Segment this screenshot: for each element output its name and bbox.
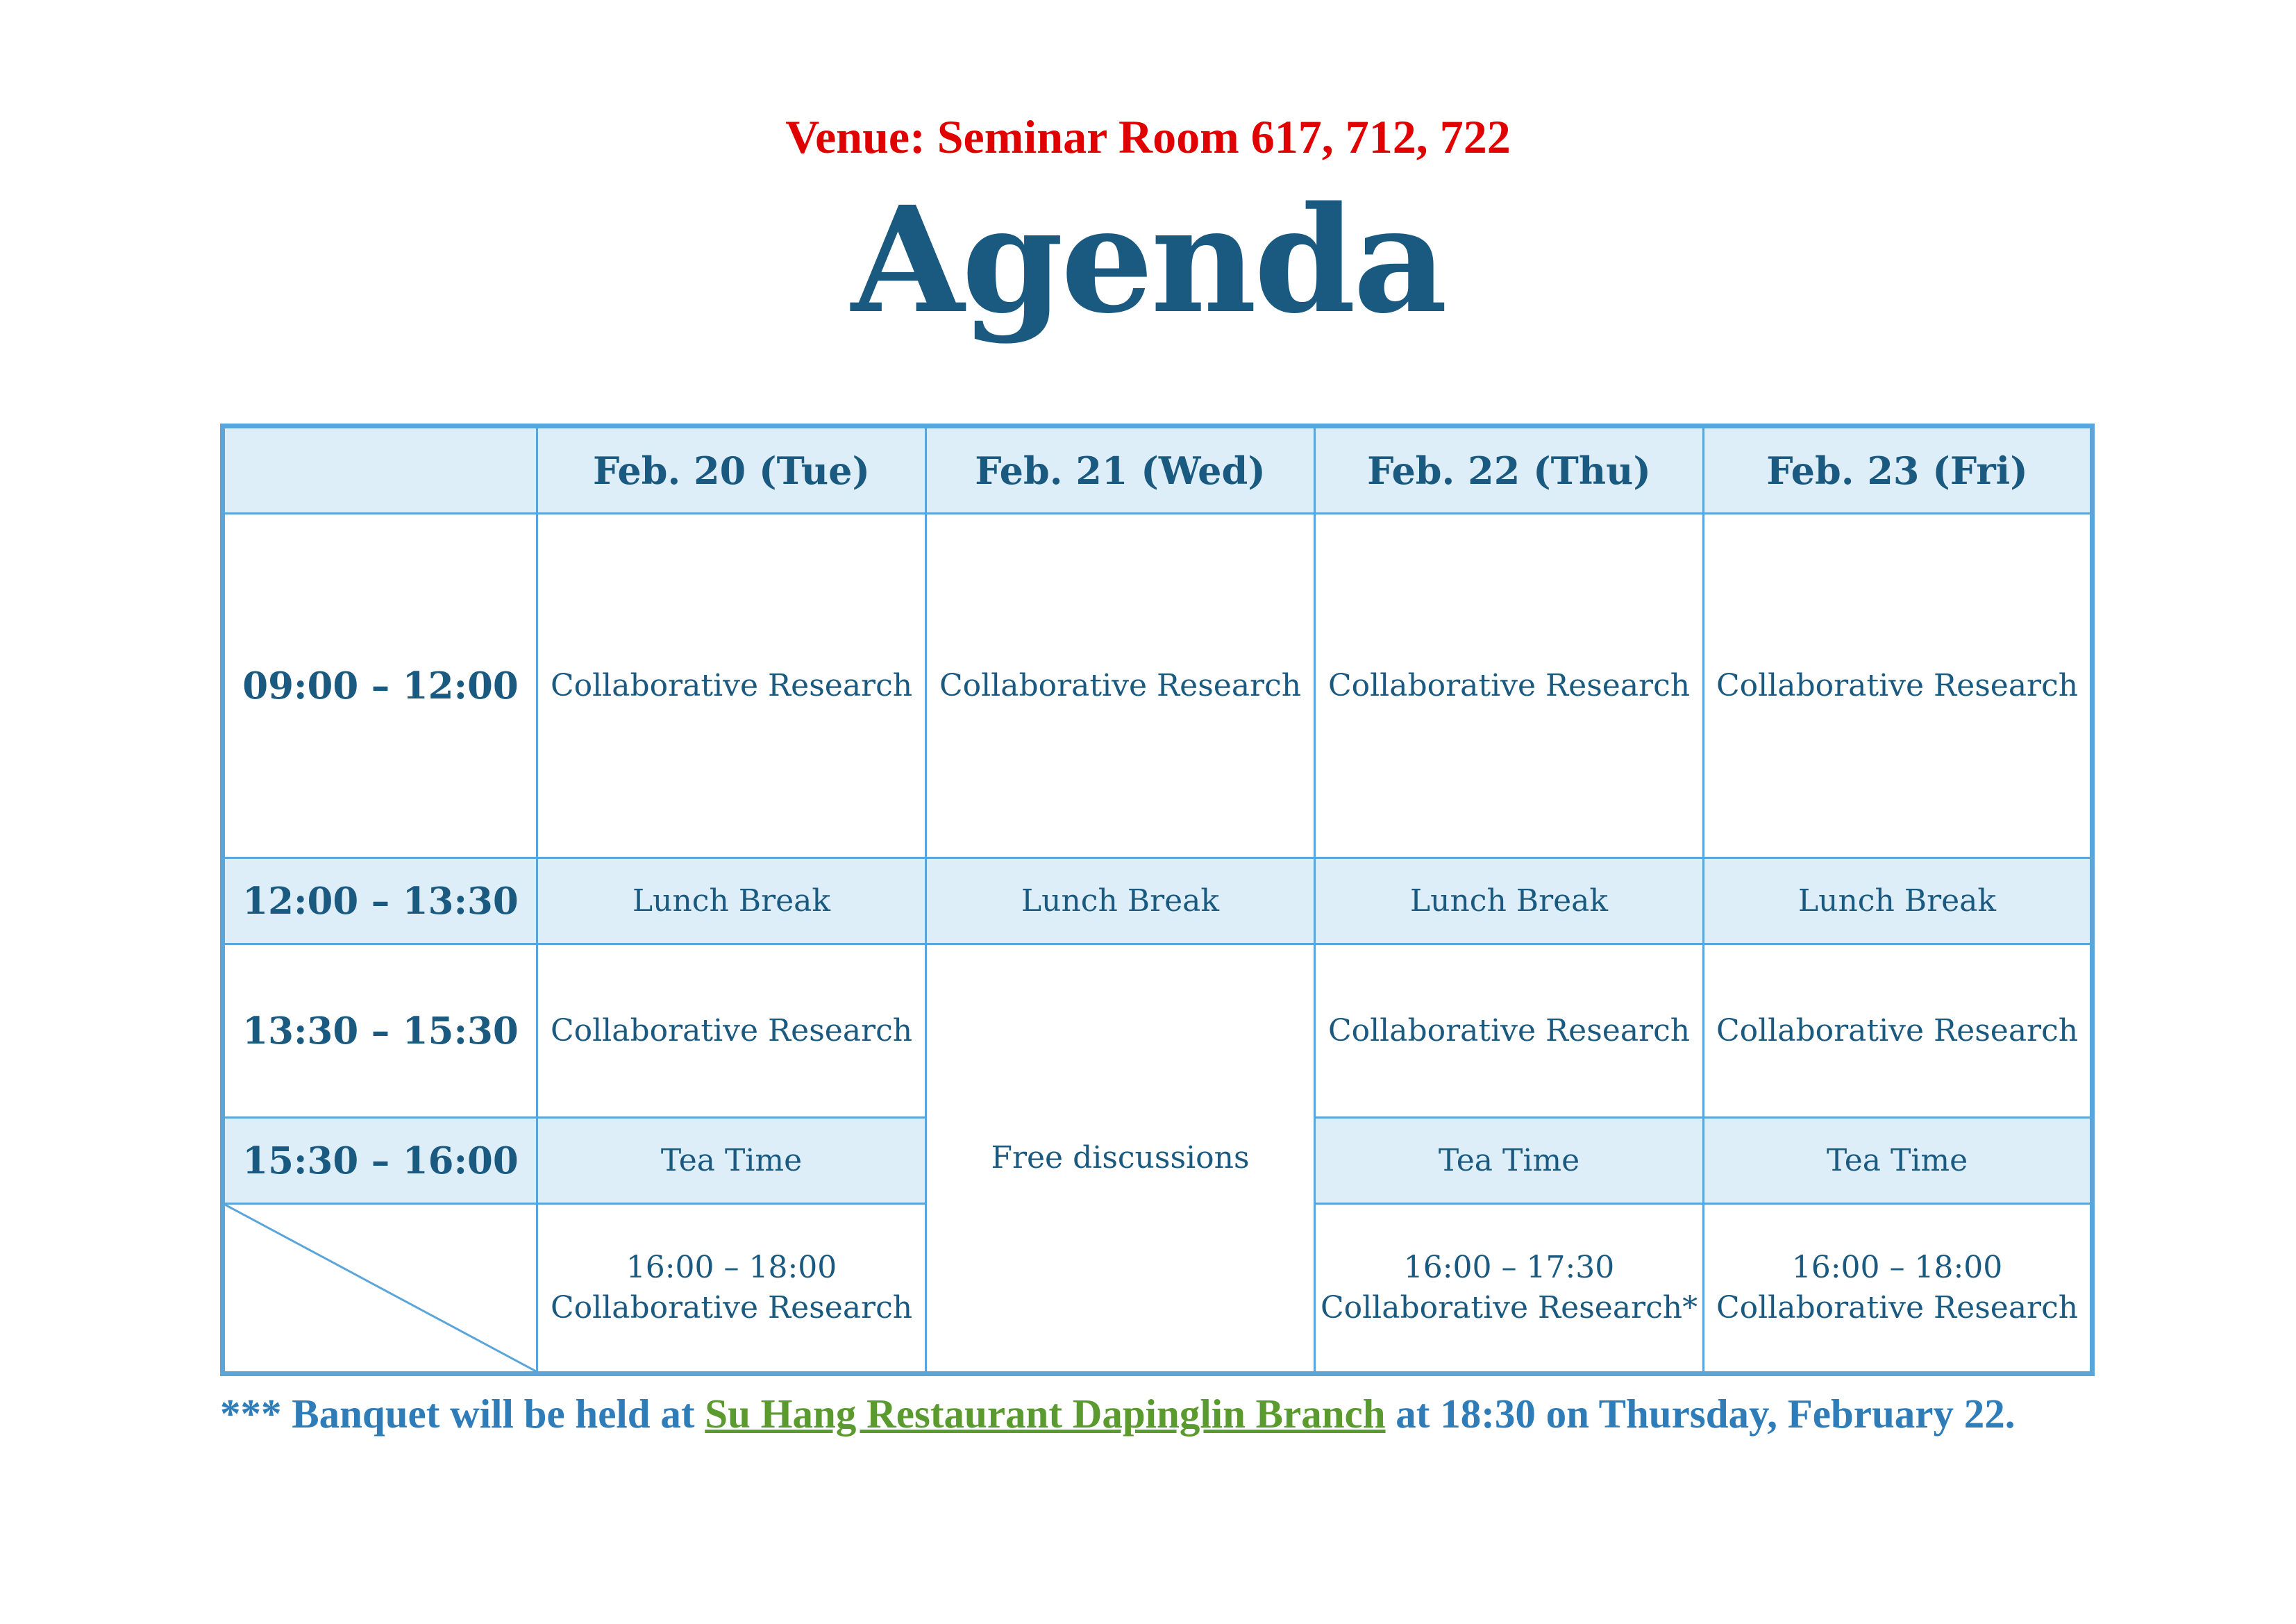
afternoon-row (223, 944, 2093, 1118)
late-session-time: 16:00 – 18:00 (626, 1250, 837, 1285)
lunch-cell: Lunch Break (1315, 858, 1704, 944)
session-cell: Collaborative Research (537, 944, 926, 1118)
tea-cell: Tea Time (1704, 1118, 2093, 1204)
banquet-note-suffix: at 18:30 on Thursday, February 22. (1385, 1391, 2016, 1437)
time-slot: 13:30 – 15:30 (223, 944, 537, 1118)
agenda-table (220, 424, 2095, 1376)
corner-cell (223, 426, 537, 514)
lunch-row (223, 858, 2093, 944)
session-cell: Collaborative Research (1315, 944, 1704, 1118)
time-slot: 12:00 – 13:30 (223, 858, 537, 944)
banquet-note (220, 1390, 2016, 1438)
time-slot: 15:30 – 16:00 (223, 1118, 537, 1204)
session-cell: Collaborative Research (1704, 944, 2093, 1118)
session-cell: Collaborative Research (1704, 514, 2093, 858)
tea-cell: Tea Time (1315, 1118, 1704, 1204)
time-slot: 09:00 – 12:00 (223, 514, 537, 858)
lunch-cell: Lunch Break (926, 858, 1315, 944)
header-row (223, 426, 2093, 514)
late-session-time: 16:00 – 17:30 (1403, 1250, 1615, 1285)
late-session-label: Collaborative Research (1716, 1290, 2079, 1325)
late-session-cell (1315, 1204, 1704, 1374)
day-header: Feb. 22 (Thu) (1315, 426, 1704, 514)
lunch-cell: Lunch Break (1704, 858, 2093, 944)
diagonal-line (225, 1205, 536, 1371)
free-discussions-cell: Free discussions (926, 944, 1315, 1374)
late-session-label: Collaborative Research* (1320, 1290, 1698, 1325)
tea-cell: Tea Time (537, 1118, 926, 1204)
page-title: Agenda (851, 174, 1445, 346)
lunch-cell: Lunch Break (537, 858, 926, 944)
session-cell: Collaborative Research (1315, 514, 1704, 858)
banquet-note-prefix: *** Banquet will be held at (220, 1391, 705, 1437)
day-header: Feb. 21 (Wed) (926, 426, 1315, 514)
late-session-cell (1704, 1204, 2093, 1374)
session-cell: Collaborative Research (926, 514, 1315, 858)
late-session-time: 16:00 – 18:00 (1791, 1250, 2003, 1285)
session-cell: Collaborative Research (537, 514, 926, 858)
late-session-cell (537, 1204, 926, 1374)
day-header: Feb. 23 (Fri) (1704, 426, 2093, 514)
restaurant-link[interactable]: Su Hang Restaurant Dapinglin Branch (705, 1391, 1386, 1437)
day-header: Feb. 20 (Tue) (537, 426, 926, 514)
late-session-label: Collaborative Research (550, 1290, 913, 1325)
morning-row (223, 514, 2093, 858)
diagonal-cell (223, 1204, 537, 1374)
venue-heading: Venue: Seminar Room 617, 712, 722 (785, 110, 1511, 163)
